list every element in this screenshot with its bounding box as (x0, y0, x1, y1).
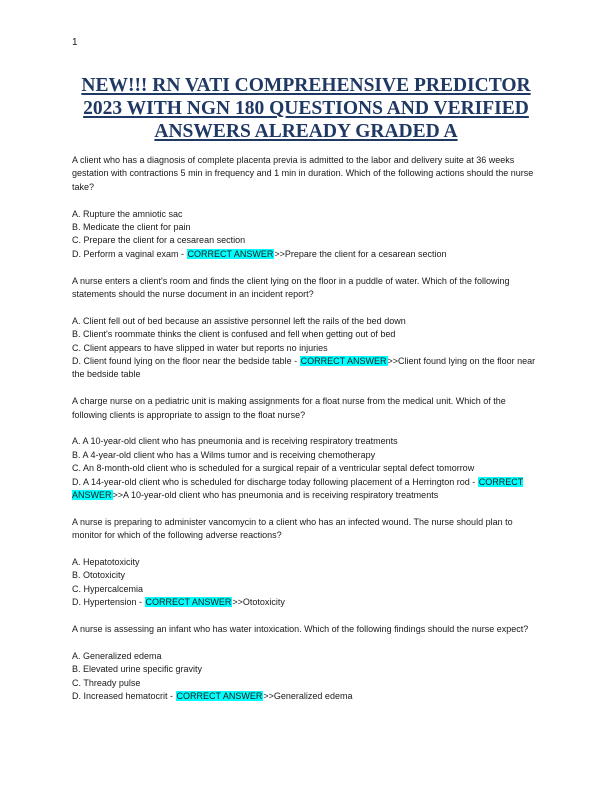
option-c: C. Thready pulse (72, 677, 141, 688)
correct-answer-text: Prepare the client for a cesarean section (284, 248, 447, 259)
option-a: A. A 10-year-old client who has pneumonia and is receiving respiratory treatments (72, 436, 398, 447)
question-text: A nurse is preparing to administer vancomycin to a client who has an infected wound. The nurse should plan to monitor for which of the following adverse reactions? (72, 516, 513, 541)
option-c: C. Client appears to have slipped in water but reports no injuries (72, 342, 328, 353)
answer-prefix: >> (112, 490, 124, 501)
answer-options (72, 315, 542, 382)
document-body (72, 154, 542, 717)
correct-answer-text: A 10-year-old client who has pneumonia and is receiving respiratory treatments (123, 490, 439, 501)
question-text: A client who has a diagnosis of complete placenta previa is admitted to the labor and delivery suite at 36 weeks gestation with contractions 5 min in frequency and 1 min in duration. Which of the following actions should the nurse take? (72, 155, 534, 192)
option-a: A. Hepatotoxicity (72, 557, 140, 568)
correct-answer-label: CORRECT ANSWER (72, 476, 524, 501)
correct-answer-text: Client found lying on the floor near the bedside table (72, 356, 536, 380)
correct-answer-label: CORRECT ANSWER (176, 691, 263, 702)
page-number: 1 (72, 37, 78, 48)
option-d-text: D. A 14-year-old client who is scheduled for discharge today following placement of a Herrington rod - (72, 476, 478, 487)
option-d (72, 476, 542, 503)
answer-options (72, 435, 542, 502)
answer-prefix: >> (274, 248, 285, 259)
option-a: A. Client fell out of bed because an assistive personnel left the rails of the bed down (72, 315, 406, 326)
question-block (72, 395, 542, 502)
option-c: C. Prepare the client for a cesarean section (72, 235, 246, 246)
question-text: A nurse enters a client's room and finds the client lying on the floor in a puddle of water. Which of the following statements should the nurse document in an incident report? (72, 275, 510, 300)
answer-prefix: >> (387, 356, 399, 367)
option-b: B. Elevated urine specific gravity (72, 664, 203, 675)
option-d-text: D. Hypertension - (72, 597, 145, 608)
answer-options (72, 650, 542, 704)
answer-prefix: >> (263, 691, 274, 702)
option-d-text: D. Increased hematocrit - (72, 691, 176, 702)
correct-answer-label: CORRECT ANSWER (187, 248, 274, 259)
option-c: C. Hypercalcemia (72, 583, 144, 594)
question-block (72, 516, 542, 610)
correct-answer-label: CORRECT ANSWER (300, 356, 387, 367)
correct-answer-text: Ototoxicity (242, 597, 285, 608)
option-b: B. Client's roommate thinks the client is confused and fell when getting out of bed (72, 329, 396, 340)
answer-options (72, 208, 542, 262)
option-b: B. Medicate the client for pain (72, 222, 191, 233)
correct-answer-label: CORRECT ANSWER (145, 597, 232, 608)
option-d-text: D. Client found lying on the floor near the bedside table - (72, 356, 300, 367)
option-d-text: D. Perform a vaginal exam - (72, 248, 187, 259)
question-text: A nurse is assessing an infant who has water intoxication. Which of the following findings should the nurse expect? (72, 624, 529, 635)
option-a: A. Generalized edema (72, 650, 162, 661)
document-title: NEW!!! RN VATI COMPREHENSIVE PREDICTOR 2023 WITH NGN 180 QUESTIONS AND VERIFIED ANSWERS ALREADY GRADED A (81, 75, 531, 142)
option-d (72, 690, 542, 703)
option-c: C. An 8-month-old client who is scheduled for a surgical repair of a ventricular septal defect tomorrow (72, 463, 475, 474)
correct-answer-text: Generalized edema (273, 691, 353, 702)
answer-prefix: >> (232, 597, 243, 608)
option-d (72, 596, 542, 609)
question-block (72, 275, 542, 382)
question-block (72, 154, 542, 261)
question-block (72, 623, 542, 703)
option-b: B. Ototoxicity (72, 570, 126, 581)
question-text: A charge nurse on a pediatric unit is making assignments for a float nurse from the medical unit. Which of the following clients is appropriate to assign to the float nurse? (72, 396, 506, 420)
option-a: A. Rupture the amniotic sac (72, 208, 183, 219)
answer-options (72, 556, 542, 610)
option-b: B. A 4-year-old client who has a Wilms tumor and is receiving chemotherapy (72, 449, 376, 460)
option-d (72, 355, 542, 382)
option-d (72, 248, 542, 261)
